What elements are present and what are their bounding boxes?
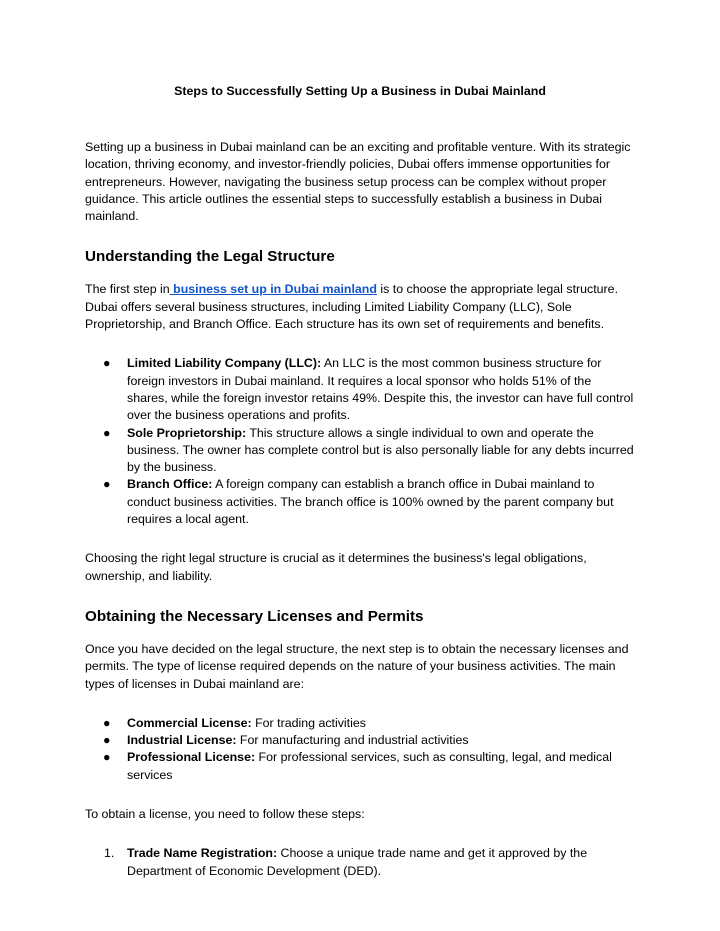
list-item bbox=[85, 715, 635, 732]
bullet-icon: ● bbox=[103, 733, 111, 748]
list-item bbox=[85, 732, 635, 749]
paragraph-text-before-link: The first step in bbox=[85, 282, 170, 297]
list-item bbox=[85, 749, 635, 784]
licenses-paragraph: Once you have decided on the legal structure, the next step is to obtain the necessary licenses and permits. The type of license required depends on the nature of your business activities. The main types of licenses in Dubai mainland are: bbox=[85, 641, 629, 691]
legal-structure-list bbox=[85, 355, 635, 528]
license-steps-list bbox=[85, 845, 635, 880]
bullet-icon: ● bbox=[103, 425, 111, 440]
license-types-list bbox=[85, 715, 635, 784]
bullet-icon: ● bbox=[103, 356, 111, 371]
document-title: Steps to Successfully Setting Up a Business in Dubai Mainland bbox=[174, 84, 546, 98]
list-item-text: For manufacturing and industrial activities bbox=[236, 733, 469, 748]
step-number: 1. bbox=[104, 846, 115, 861]
list-item-text: This structure allows a single individual to own and operate the business. The owner has complete control but is also personally liable for any debts incurred by the business. bbox=[127, 425, 634, 475]
list-item-term: Limited Liability Company (LLC): bbox=[127, 356, 322, 371]
list-item-text: Choose a unique trade name and get it approved by the Department of Economic Development (DED). bbox=[127, 846, 588, 878]
list-item-text: An LLC is the most common business structure for foreign investors in Dubai mainland. It requires a local sponsor who holds 51% of the shares, while the foreign investor retains 49%. Despite this, the investor can have full control over the business operations and profits. bbox=[127, 356, 634, 423]
list-item-term: Branch Office: bbox=[127, 477, 213, 492]
list-item bbox=[85, 425, 635, 477]
list-item-term: Trade Name Registration: bbox=[127, 846, 278, 861]
list-item-text: For trading activities bbox=[251, 715, 366, 730]
list-item-term: Professional License: bbox=[127, 750, 256, 765]
legal-structure-closing-paragraph: Choosing the right legal structure is crucial as it determines the business's legal obligations, ownership, and liability. bbox=[85, 551, 587, 583]
list-item-term: Sole Proprietorship: bbox=[127, 425, 247, 440]
bullet-icon: ● bbox=[103, 750, 111, 765]
list-item bbox=[85, 845, 635, 880]
bullet-icon: ● bbox=[103, 477, 111, 492]
business-setup-link[interactable]: business set up in Dubai mainland bbox=[169, 282, 377, 297]
list-item bbox=[85, 476, 635, 528]
paragraph-text-after-link: is to choose the appropriate legal structure. Dubai offers several business structures, including Limited Liability Company (LLC), Sole Proprietorship, and Branch Office. Each structure has its own set of requirements and benefits. bbox=[85, 282, 619, 332]
section-heading-legal-structure: Understanding the Legal Structure bbox=[85, 248, 335, 266]
intro-paragraph: Setting up a business in Dubai mainland can be an exciting and profitable venture. With its strategic location, thriving economy, and investor-friendly policies, Dubai offers immense opportunities for entrepreneurs. However, navigating the business setup process can be complex without proper guidance. This article outlines the essential steps to successfully establish a business in Dubai mainland. bbox=[85, 140, 631, 224]
list-item-term: Industrial License: bbox=[127, 733, 237, 748]
legal-structure-paragraph bbox=[85, 281, 635, 333]
list-item bbox=[85, 355, 635, 424]
list-item-term: Commercial License: bbox=[127, 715, 252, 730]
bullet-icon: ● bbox=[103, 715, 111, 730]
section-heading-licenses: Obtaining the Necessary Licenses and Permits bbox=[85, 607, 424, 625]
steps-intro-paragraph: To obtain a license, you need to follow these steps: bbox=[85, 807, 365, 822]
list-item-text: A foreign company can establish a branch office in Dubai mainland to conduct business activities. The branch office is 100% owned by the parent company but requires a local agent. bbox=[127, 477, 614, 527]
list-item-text: For professional services, such as consulting, legal, and medical services bbox=[127, 750, 612, 782]
